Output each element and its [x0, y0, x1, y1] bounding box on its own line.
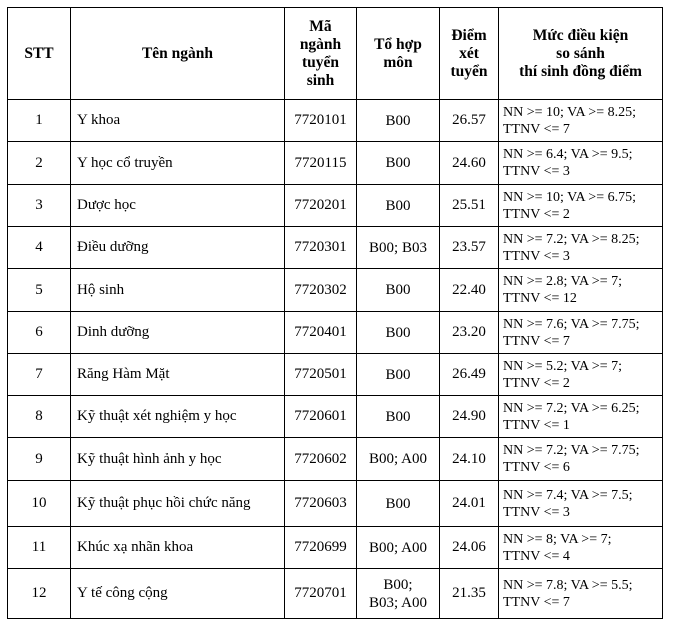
table-row — [8, 354, 663, 396]
row-major-code: 7720601 — [285, 396, 357, 438]
row-condition — [499, 312, 663, 354]
row-condition — [499, 354, 663, 396]
row-stt: 5 — [8, 269, 71, 312]
row-major-code: 7720501 — [285, 354, 357, 396]
condition-line: NN >= 8; VA >= 7; — [503, 531, 612, 547]
header-combo-line: môn — [383, 53, 413, 71]
header-code-line: Mã — [309, 17, 332, 35]
header-code-line: sinh — [306, 71, 335, 89]
table-body — [8, 100, 663, 619]
combo-line: B00 — [385, 112, 411, 129]
row-stt: 4 — [8, 227, 71, 269]
row-condition — [499, 438, 663, 481]
row-major-code: 7720602 — [285, 438, 357, 481]
condition-line: TTNV <= 4 — [503, 548, 570, 564]
row-score: 25.51 — [440, 185, 499, 227]
condition-line: TTNV <= 7 — [503, 333, 570, 349]
header-score-line: tuyển — [450, 62, 488, 80]
row-score: 21.35 — [440, 569, 499, 619]
row-major-name: Khúc xạ nhãn khoa — [71, 527, 285, 569]
row-stt: 12 — [8, 569, 71, 619]
table-row — [8, 527, 663, 569]
condition-line: NN >= 7.2; VA >= 8.25; — [503, 231, 640, 247]
row-subject-combo — [357, 481, 440, 527]
row-stt: 10 — [8, 481, 71, 527]
table-row — [8, 185, 663, 227]
combo-line: B00; B03 — [369, 239, 427, 256]
condition-line: NN >= 7.8; VA >= 5.5; — [503, 577, 633, 593]
row-stt: 8 — [8, 396, 71, 438]
row-stt: 2 — [8, 142, 71, 185]
condition-line: NN >= 7.2; VA >= 6.25; — [503, 400, 640, 416]
header-condition-line: so sánh — [556, 44, 605, 62]
header-condition-line: Mức điều kiện — [532, 26, 629, 44]
row-stt: 6 — [8, 312, 71, 354]
row-major-name: Kỹ thuật phục hồi chức năng — [71, 481, 285, 527]
condition-line: NN >= 7.4; VA >= 7.5; — [503, 487, 633, 503]
condition-line: NN >= 7.6; VA >= 7.75; — [503, 316, 640, 332]
row-major-name: Răng Hàm Mặt — [71, 354, 285, 396]
header-stt: STT — [8, 8, 71, 100]
row-score: 24.90 — [440, 396, 499, 438]
header-score-line: xét — [459, 44, 479, 62]
combo-line: B00 — [385, 155, 411, 171]
condition-line: NN >= 7.2; VA >= 7.75; — [503, 443, 640, 458]
row-major-name: Kỹ thuật hình ảnh y học — [71, 438, 285, 481]
row-stt: 7 — [8, 354, 71, 396]
combo-line: B00; — [383, 576, 413, 593]
row-subject-combo — [357, 527, 440, 569]
row-major-code: 7720101 — [285, 100, 357, 142]
row-major-code: 7720603 — [285, 481, 357, 527]
table-row — [8, 312, 663, 354]
condition-line: TTNV <= 6 — [503, 460, 570, 475]
condition-line: TTNV <= 7 — [503, 121, 570, 137]
condition-line: NN >= 5.2; VA >= 7; — [503, 358, 622, 374]
condition-line: TTNV <= 3 — [503, 164, 570, 179]
row-stt: 11 — [8, 527, 71, 569]
condition-line: TTNV <= 2 — [503, 375, 570, 391]
table-row — [8, 227, 663, 269]
header-condition-line: thí sinh đồng điểm — [519, 62, 642, 80]
combo-line: B00 — [385, 366, 411, 383]
condition-line: NN >= 2.8; VA >= 7; — [503, 274, 622, 289]
row-subject-combo — [357, 438, 440, 481]
row-condition — [499, 569, 663, 619]
row-score: 24.01 — [440, 481, 499, 527]
condition-line: TTNV <= 2 — [503, 206, 570, 222]
row-stt: 1 — [8, 100, 71, 142]
row-score: 22.40 — [440, 269, 499, 312]
row-major-name: Y tế công cộng — [71, 569, 285, 619]
combo-line: B00; A00 — [369, 451, 427, 467]
row-score: 24.06 — [440, 527, 499, 569]
row-major-name: Dinh dưỡng — [71, 312, 285, 354]
row-major-code: 7720699 — [285, 527, 357, 569]
row-subject-combo — [357, 100, 440, 142]
row-major-name: Hộ sinh — [71, 269, 285, 312]
header-combo — [357, 8, 440, 100]
row-subject-combo — [357, 569, 440, 619]
header-condition — [499, 8, 663, 100]
row-major-code: 7720701 — [285, 569, 357, 619]
header-code-line: tuyển — [301, 53, 340, 71]
row-score: 26.49 — [440, 354, 499, 396]
condition-line: TTNV <= 1 — [503, 417, 570, 433]
row-score: 24.60 — [440, 142, 499, 185]
table-row — [8, 142, 663, 185]
header-score-line: Điểm — [451, 26, 487, 44]
combo-line: B03; A00 — [369, 594, 427, 611]
row-subject-combo — [357, 396, 440, 438]
row-major-name: Y khoa — [71, 100, 285, 142]
row-major-code: 7720401 — [285, 312, 357, 354]
table-row — [8, 396, 663, 438]
row-condition — [499, 185, 663, 227]
row-major-name: Dược học — [71, 185, 285, 227]
table-row — [8, 481, 663, 527]
row-score: 24.10 — [440, 438, 499, 481]
header-code-line: ngành — [299, 35, 342, 53]
row-stt: 3 — [8, 185, 71, 227]
row-condition — [499, 269, 663, 312]
row-subject-combo — [357, 227, 440, 269]
combo-line: B00 — [385, 495, 411, 512]
admission-score-table — [7, 7, 663, 619]
condition-line: TTNV <= 3 — [503, 504, 570, 520]
header-code — [285, 8, 357, 100]
table-row — [8, 569, 663, 619]
header-name: Tên ngành — [71, 8, 285, 100]
row-stt: 9 — [8, 438, 71, 481]
row-subject-combo — [357, 269, 440, 312]
row-subject-combo — [357, 185, 440, 227]
row-subject-combo — [357, 312, 440, 354]
row-score: 26.57 — [440, 100, 499, 142]
row-major-name: Kỹ thuật xét nghiệm y học — [71, 396, 285, 438]
row-major-code: 7720301 — [285, 227, 357, 269]
table-row — [8, 438, 663, 481]
row-condition — [499, 396, 663, 438]
row-score: 23.20 — [440, 312, 499, 354]
row-major-name: Y học cổ truyền — [71, 142, 285, 185]
header-row — [8, 8, 663, 100]
condition-line: NN >= 10; VA >= 6.75; — [503, 189, 636, 205]
combo-line: B00; A00 — [369, 539, 427, 556]
combo-line: B00 — [385, 408, 411, 425]
combo-line: B00 — [385, 324, 411, 341]
header-combo-line: Tổ hợp — [374, 35, 422, 53]
row-condition — [499, 481, 663, 527]
row-condition — [499, 100, 663, 142]
table-row — [8, 269, 663, 312]
condition-line: TTNV <= 12 — [503, 291, 577, 306]
row-major-code: 7720201 — [285, 185, 357, 227]
condition-line: TTNV <= 7 — [503, 594, 570, 610]
row-subject-combo — [357, 354, 440, 396]
row-score: 23.57 — [440, 227, 499, 269]
row-major-name: Điều dưỡng — [71, 227, 285, 269]
table-row — [8, 100, 663, 142]
row-major-code: 7720302 — [285, 269, 357, 312]
row-condition — [499, 142, 663, 185]
combo-line: B00 — [385, 197, 411, 214]
row-subject-combo — [357, 142, 440, 185]
condition-line: TTNV <= 3 — [503, 248, 570, 264]
combo-line: B00 — [385, 282, 411, 298]
row-condition — [499, 227, 663, 269]
condition-line: NN >= 10; VA >= 8.25; — [503, 104, 636, 120]
condition-line: NN >= 6.4; VA >= 9.5; — [503, 147, 633, 162]
row-condition — [499, 527, 663, 569]
row-major-code: 7720115 — [285, 142, 357, 185]
header-score — [440, 8, 499, 100]
